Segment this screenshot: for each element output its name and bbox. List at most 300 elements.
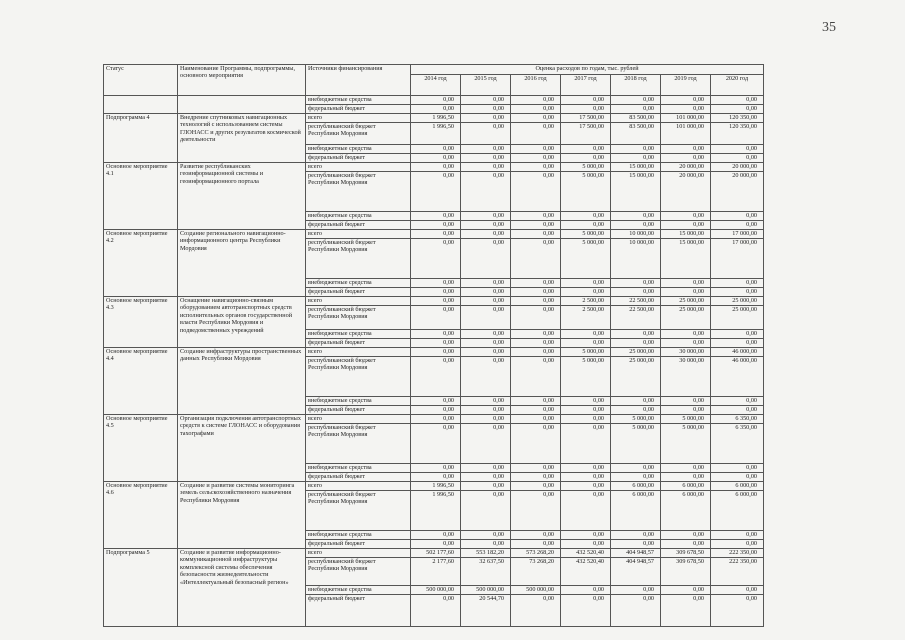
- source-cell: федеральный бюджет: [306, 105, 411, 114]
- value-cell: 0,00: [611, 406, 661, 415]
- value-cell: 1 996,50: [411, 123, 461, 145]
- value-cell: 0,00: [461, 96, 511, 105]
- value-cell: 5 000,00: [611, 415, 661, 424]
- source-cell: федеральный бюджет: [306, 540, 411, 549]
- value-cell: 0,00: [611, 339, 661, 348]
- value-cell: 0,00: [411, 96, 461, 105]
- value-cell: 0,00: [461, 288, 511, 297]
- value-cell: 0,00: [511, 105, 561, 114]
- value-cell: 0,00: [461, 230, 511, 239]
- value-cell: 0,00: [461, 105, 511, 114]
- value-cell: 0,00: [611, 145, 661, 154]
- value-cell: 0,00: [511, 491, 561, 531]
- value-cell: 5 000,00: [561, 348, 611, 357]
- value-cell: 0,00: [511, 595, 561, 627]
- value-cell: 0,00: [411, 288, 461, 297]
- table-row: [104, 114, 764, 123]
- value-cell: 0,00: [661, 595, 711, 627]
- value-cell: 0,00: [411, 306, 461, 330]
- value-cell: 0,00: [411, 397, 461, 406]
- value-cell: 46 000,00: [711, 348, 764, 357]
- year-header: 2015 год: [461, 75, 511, 96]
- value-cell: 0,00: [711, 288, 764, 297]
- source-cell: всего: [306, 549, 411, 558]
- value-cell: 0,00: [711, 330, 764, 339]
- value-cell: 15 000,00: [611, 172, 661, 212]
- value-cell: 20 544,70: [461, 595, 511, 627]
- value-cell: 0,00: [561, 595, 611, 627]
- value-cell: 0,00: [511, 96, 561, 105]
- value-cell: 22 500,00: [611, 306, 661, 330]
- value-cell: 0,00: [561, 397, 611, 406]
- value-cell: 0,00: [561, 531, 611, 540]
- value-cell: 5 000,00: [561, 172, 611, 212]
- source-cell: федеральный бюджет: [306, 221, 411, 230]
- status-cell: Основное мероприятие 4.5: [104, 415, 178, 482]
- value-cell: 46 000,00: [711, 357, 764, 397]
- value-cell: 573 268,20: [511, 549, 561, 558]
- value-cell: 0,00: [461, 540, 511, 549]
- program-name-cell: Внедрение спутниковых навигационных технологий с использованием системы ГЛОНАСС и других результатов космической деятельности: [178, 114, 306, 163]
- source-cell: внебюджетные средства: [306, 397, 411, 406]
- source-cell: республиканский бюджет Республики Мордовия: [306, 491, 411, 531]
- value-cell: 0,00: [711, 406, 764, 415]
- value-cell: 6 000,00: [711, 491, 764, 531]
- value-cell: 0,00: [561, 586, 611, 595]
- value-cell: 0,00: [411, 172, 461, 212]
- year-header: 2018 год: [611, 75, 661, 96]
- value-cell: 0,00: [711, 96, 764, 105]
- value-cell: 6 000,00: [661, 491, 711, 531]
- value-cell: 10 000,00: [611, 230, 661, 239]
- value-cell: 30 000,00: [661, 357, 711, 397]
- value-cell: 0,00: [561, 279, 611, 288]
- value-cell: 15 000,00: [661, 230, 711, 239]
- value-cell: 0,00: [611, 586, 661, 595]
- value-cell: 0,00: [611, 540, 661, 549]
- status-cell: Подпрограмма 5: [104, 549, 178, 627]
- value-cell: 0,00: [411, 357, 461, 397]
- value-cell: 0,00: [511, 397, 561, 406]
- value-cell: 83 500,00: [611, 114, 661, 123]
- value-cell: 0,00: [711, 279, 764, 288]
- source-cell: всего: [306, 163, 411, 172]
- source-cell: всего: [306, 230, 411, 239]
- value-cell: 101 000,00: [661, 114, 711, 123]
- value-cell: 0,00: [661, 406, 711, 415]
- value-cell: 17 500,00: [561, 114, 611, 123]
- value-cell: 20 000,00: [711, 172, 764, 212]
- value-cell: 553 182,20: [461, 549, 511, 558]
- value-cell: 0,00: [511, 540, 561, 549]
- value-cell: 6 350,00: [711, 424, 764, 464]
- value-cell: 0,00: [511, 172, 561, 212]
- program-name-cell: Создание и развитие системы мониторинга земель сельскохозяйственного назначения Республики Мордовия: [178, 482, 306, 549]
- value-cell: 0,00: [711, 540, 764, 549]
- value-cell: 0,00: [611, 595, 661, 627]
- value-cell: 0,00: [661, 145, 711, 154]
- value-cell: 0,00: [561, 424, 611, 464]
- value-cell: 0,00: [611, 464, 661, 473]
- source-cell: всего: [306, 297, 411, 306]
- table-row: [104, 230, 764, 239]
- value-cell: 0,00: [461, 145, 511, 154]
- value-cell: 0,00: [461, 348, 511, 357]
- value-cell: 0,00: [511, 406, 561, 415]
- value-cell: 20 000,00: [711, 163, 764, 172]
- value-cell: 0,00: [411, 595, 461, 627]
- header-row: [104, 65, 764, 75]
- value-cell: 0,00: [661, 473, 711, 482]
- source-cell: республиканский бюджет Республики Мордовия: [306, 357, 411, 397]
- program-name-cell: Оснащение навигационно-связным оборудованием автотранспортных средств исполнительных органов государственной власти Республики Мордовия и подведомственных учреждений: [178, 297, 306, 348]
- table-row: [104, 549, 764, 558]
- value-cell: 0,00: [511, 145, 561, 154]
- value-cell: 25 000,00: [661, 306, 711, 330]
- value-cell: 0,00: [511, 154, 561, 163]
- source-cell: республиканский бюджет Республики Мордовия: [306, 424, 411, 464]
- value-cell: 0,00: [411, 531, 461, 540]
- value-cell: 0,00: [461, 424, 511, 464]
- value-cell: 83 500,00: [611, 123, 661, 145]
- source-cell: всего: [306, 348, 411, 357]
- value-cell: 0,00: [411, 163, 461, 172]
- value-cell: 0,00: [711, 154, 764, 163]
- value-cell: 0,00: [711, 531, 764, 540]
- value-cell: 0,00: [461, 482, 511, 491]
- value-cell: 0,00: [461, 473, 511, 482]
- value-cell: 17 000,00: [711, 230, 764, 239]
- value-cell: 15 000,00: [611, 163, 661, 172]
- value-cell: 0,00: [461, 279, 511, 288]
- value-cell: 2 500,00: [561, 306, 611, 330]
- value-cell: 0,00: [461, 123, 511, 145]
- value-cell: 0,00: [511, 221, 561, 230]
- value-cell: 20 000,00: [661, 163, 711, 172]
- value-cell: 15 000,00: [661, 239, 711, 279]
- value-cell: 0,00: [411, 154, 461, 163]
- value-cell: 0,00: [461, 330, 511, 339]
- value-cell: 0,00: [461, 154, 511, 163]
- value-cell: 1 996,50: [411, 114, 461, 123]
- status-cell: Основное мероприятие 4.2: [104, 230, 178, 297]
- value-cell: 0,00: [561, 464, 611, 473]
- value-cell: 0,00: [611, 105, 661, 114]
- value-cell: 0,00: [511, 473, 561, 482]
- source-cell: внебюджетные средства: [306, 330, 411, 339]
- value-cell: 0,00: [611, 288, 661, 297]
- value-cell: 0,00: [711, 212, 764, 221]
- value-cell: 0,00: [411, 297, 461, 306]
- table-row: [104, 96, 764, 105]
- value-cell: 0,00: [611, 473, 661, 482]
- value-cell: 309 678,50: [661, 558, 711, 586]
- source-cell: внебюджетные средства: [306, 212, 411, 221]
- value-cell: 0,00: [711, 586, 764, 595]
- value-cell: 0,00: [511, 230, 561, 239]
- value-cell: 0,00: [411, 348, 461, 357]
- value-cell: 0,00: [511, 114, 561, 123]
- value-cell: 0,00: [561, 339, 611, 348]
- value-cell: 0,00: [411, 406, 461, 415]
- value-cell: 0,00: [511, 531, 561, 540]
- value-cell: 0,00: [511, 330, 561, 339]
- value-cell: 0,00: [561, 415, 611, 424]
- value-cell: 32 637,50: [461, 558, 511, 586]
- value-cell: 0,00: [461, 212, 511, 221]
- value-cell: 17 500,00: [561, 123, 611, 145]
- value-cell: 6 000,00: [611, 482, 661, 491]
- status-cell: Основное мероприятие 4.3: [104, 297, 178, 348]
- value-cell: 0,00: [511, 123, 561, 145]
- value-cell: 120 350,00: [711, 123, 764, 145]
- value-cell: 0,00: [661, 397, 711, 406]
- status-cell: Основное мероприятие 4.1: [104, 163, 178, 230]
- value-cell: 0,00: [511, 339, 561, 348]
- value-cell: 432 520,40: [561, 558, 611, 586]
- value-cell: 1 996,50: [411, 491, 461, 531]
- value-cell: 0,00: [511, 424, 561, 464]
- value-cell: 0,00: [511, 306, 561, 330]
- year-header: 2020 год: [711, 75, 764, 96]
- value-cell: 0,00: [661, 586, 711, 595]
- year-header: 2014 год: [411, 75, 461, 96]
- value-cell: 25 000,00: [611, 348, 661, 357]
- value-cell: 0,00: [661, 105, 711, 114]
- value-cell: 0,00: [411, 339, 461, 348]
- program-name-cell: Создание и развитие информационно-коммуникационной инфраструктуры комплексной системы обеспечения безопасности жизнедеятельности «Интеллектуальный безопасный регион»: [178, 549, 306, 627]
- table-row: [104, 163, 764, 172]
- value-cell: 2 500,00: [561, 297, 611, 306]
- value-cell: 222 350,00: [711, 558, 764, 586]
- year-header: 2016 год: [511, 75, 561, 96]
- value-cell: 0,00: [511, 279, 561, 288]
- value-cell: 0,00: [461, 163, 511, 172]
- value-cell: 0,00: [461, 464, 511, 473]
- value-cell: 432 520,40: [561, 549, 611, 558]
- value-cell: 502 177,60: [411, 549, 461, 558]
- value-cell: 0,00: [561, 540, 611, 549]
- value-cell: 0,00: [711, 397, 764, 406]
- source-cell: республиканский бюджет Республики Мордовия: [306, 123, 411, 145]
- value-cell: 0,00: [461, 172, 511, 212]
- program-name-cell: Создание инфраструктуры пространственных данных Республики Мордовия: [178, 348, 306, 415]
- value-cell: 0,00: [561, 145, 611, 154]
- source-cell: внебюджетные средства: [306, 279, 411, 288]
- value-cell: 6 000,00: [611, 491, 661, 531]
- status-cell: [104, 96, 178, 114]
- value-cell: 0,00: [711, 339, 764, 348]
- value-cell: 6 000,00: [711, 482, 764, 491]
- source-cell: всего: [306, 114, 411, 123]
- value-cell: 0,00: [561, 212, 611, 221]
- value-cell: 0,00: [511, 464, 561, 473]
- value-cell: 0,00: [661, 531, 711, 540]
- value-cell: 30 000,00: [661, 348, 711, 357]
- value-cell: 0,00: [611, 279, 661, 288]
- value-cell: 17 000,00: [711, 239, 764, 279]
- value-cell: 0,00: [661, 540, 711, 549]
- value-cell: 0,00: [561, 473, 611, 482]
- value-cell: 0,00: [661, 221, 711, 230]
- year-header: 2017 год: [561, 75, 611, 96]
- table-row: [104, 482, 764, 491]
- value-cell: 0,00: [511, 239, 561, 279]
- value-cell: 0,00: [411, 105, 461, 114]
- program-name-cell: [178, 96, 306, 114]
- value-cell: 0,00: [461, 357, 511, 397]
- value-cell: 404 948,57: [611, 549, 661, 558]
- value-cell: 0,00: [561, 330, 611, 339]
- value-cell: 101 000,00: [661, 123, 711, 145]
- value-cell: 0,00: [411, 415, 461, 424]
- value-cell: 0,00: [511, 288, 561, 297]
- value-cell: 0,00: [411, 540, 461, 549]
- table-row: [104, 415, 764, 424]
- value-cell: 0,00: [461, 531, 511, 540]
- value-cell: 0,00: [461, 306, 511, 330]
- value-cell: 2 177,60: [411, 558, 461, 586]
- value-cell: 0,00: [411, 212, 461, 221]
- value-cell: 0,00: [411, 221, 461, 230]
- value-cell: 0,00: [411, 464, 461, 473]
- program-name-cell: Развитие республиканских геоинформационной системы и геоинформационного портала: [178, 163, 306, 230]
- source-cell: всего: [306, 482, 411, 491]
- program-name-cell: Создание регионального навигационно-информационного центра Республики Мордовия: [178, 230, 306, 297]
- value-cell: 0,00: [461, 239, 511, 279]
- source-cell: всего: [306, 415, 411, 424]
- value-cell: 500 000,00: [461, 586, 511, 595]
- value-cell: 25 000,00: [661, 297, 711, 306]
- value-cell: 0,00: [411, 239, 461, 279]
- expenditure-table: [103, 64, 764, 627]
- source-cell: федеральный бюджет: [306, 406, 411, 415]
- value-cell: 0,00: [611, 96, 661, 105]
- value-cell: 5 000,00: [611, 424, 661, 464]
- status-cell: Подпрограмма 4: [104, 114, 178, 163]
- value-cell: 404 948,57: [611, 558, 661, 586]
- source-cell: внебюджетные средства: [306, 464, 411, 473]
- value-cell: 0,00: [661, 154, 711, 163]
- table-row: [104, 348, 764, 357]
- value-cell: 309 678,50: [661, 549, 711, 558]
- value-cell: 0,00: [561, 96, 611, 105]
- value-cell: 222 350,00: [711, 549, 764, 558]
- value-cell: 25 000,00: [711, 306, 764, 330]
- value-cell: 6 350,00: [711, 415, 764, 424]
- estimate-header: Оценка расходов по годам, тыс. рублей: [411, 65, 764, 75]
- value-cell: 0,00: [611, 397, 661, 406]
- value-cell: 0,00: [561, 288, 611, 297]
- value-cell: 0,00: [711, 105, 764, 114]
- value-cell: 0,00: [611, 221, 661, 230]
- source-cell: федеральный бюджет: [306, 154, 411, 163]
- value-cell: 0,00: [561, 221, 611, 230]
- source-cell: внебюджетные средства: [306, 586, 411, 595]
- source-cell: внебюджетные средства: [306, 145, 411, 154]
- value-cell: 0,00: [511, 212, 561, 221]
- source-cell: федеральный бюджет: [306, 339, 411, 348]
- value-cell: 0,00: [411, 230, 461, 239]
- value-cell: 0,00: [511, 163, 561, 172]
- value-cell: 0,00: [661, 212, 711, 221]
- source-cell: федеральный бюджет: [306, 595, 411, 627]
- value-cell: 22 500,00: [611, 297, 661, 306]
- name-header: Наименование Программы, подпрограммы, основного мероприятия: [178, 65, 306, 96]
- value-cell: 0,00: [511, 415, 561, 424]
- value-cell: 0,00: [461, 397, 511, 406]
- source-cell: республиканский бюджет Республики Мордовия: [306, 306, 411, 330]
- table-body: [104, 96, 764, 627]
- page-number: 35: [822, 20, 836, 35]
- value-cell: 5 000,00: [561, 230, 611, 239]
- year-header: 2019 год: [661, 75, 711, 96]
- value-cell: 0,00: [661, 288, 711, 297]
- value-cell: 0,00: [461, 491, 511, 531]
- value-cell: 0,00: [711, 221, 764, 230]
- value-cell: 5 000,00: [561, 239, 611, 279]
- source-cell: республиканский бюджет Республики Мордовия: [306, 558, 411, 586]
- status-cell: Основное мероприятие 4.4: [104, 348, 178, 415]
- value-cell: 0,00: [411, 330, 461, 339]
- value-cell: 25 000,00: [611, 357, 661, 397]
- value-cell: 0,00: [711, 464, 764, 473]
- value-cell: 20 000,00: [661, 172, 711, 212]
- value-cell: 0,00: [711, 473, 764, 482]
- value-cell: 500 000,00: [511, 586, 561, 595]
- value-cell: 0,00: [561, 154, 611, 163]
- value-cell: 0,00: [561, 105, 611, 114]
- value-cell: 0,00: [411, 145, 461, 154]
- value-cell: 25 000,00: [711, 297, 764, 306]
- value-cell: 0,00: [511, 348, 561, 357]
- value-cell: 0,00: [661, 96, 711, 105]
- value-cell: 0,00: [511, 297, 561, 306]
- value-cell: 5 000,00: [561, 357, 611, 397]
- status-cell: Основное мероприятие 4.6: [104, 482, 178, 549]
- value-cell: 0,00: [461, 339, 511, 348]
- value-cell: 0,00: [661, 330, 711, 339]
- value-cell: 500 000,00: [411, 586, 461, 595]
- value-cell: 0,00: [461, 114, 511, 123]
- value-cell: 0,00: [611, 330, 661, 339]
- value-cell: 0,00: [461, 221, 511, 230]
- value-cell: 5 000,00: [661, 424, 711, 464]
- table-row: [104, 297, 764, 306]
- value-cell: 0,00: [461, 415, 511, 424]
- value-cell: 0,00: [461, 297, 511, 306]
- status-header: Статус: [104, 65, 178, 96]
- value-cell: 0,00: [711, 595, 764, 627]
- value-cell: 0,00: [411, 424, 461, 464]
- source-cell: республиканский бюджет Республики Мордовия: [306, 172, 411, 212]
- value-cell: 0,00: [661, 464, 711, 473]
- source-cell: федеральный бюджет: [306, 288, 411, 297]
- source-cell: республиканский бюджет Республики Мордовия: [306, 239, 411, 279]
- value-cell: 0,00: [711, 145, 764, 154]
- value-cell: 0,00: [561, 482, 611, 491]
- value-cell: 5 000,00: [661, 415, 711, 424]
- value-cell: 120 350,00: [711, 114, 764, 123]
- source-header: Источники финансирования: [306, 65, 411, 96]
- value-cell: 0,00: [411, 473, 461, 482]
- value-cell: 1 996,50: [411, 482, 461, 491]
- value-cell: 0,00: [411, 279, 461, 288]
- value-cell: 10 000,00: [611, 239, 661, 279]
- value-cell: 6 000,00: [661, 482, 711, 491]
- value-cell: 73 268,20: [511, 558, 561, 586]
- value-cell: 0,00: [511, 357, 561, 397]
